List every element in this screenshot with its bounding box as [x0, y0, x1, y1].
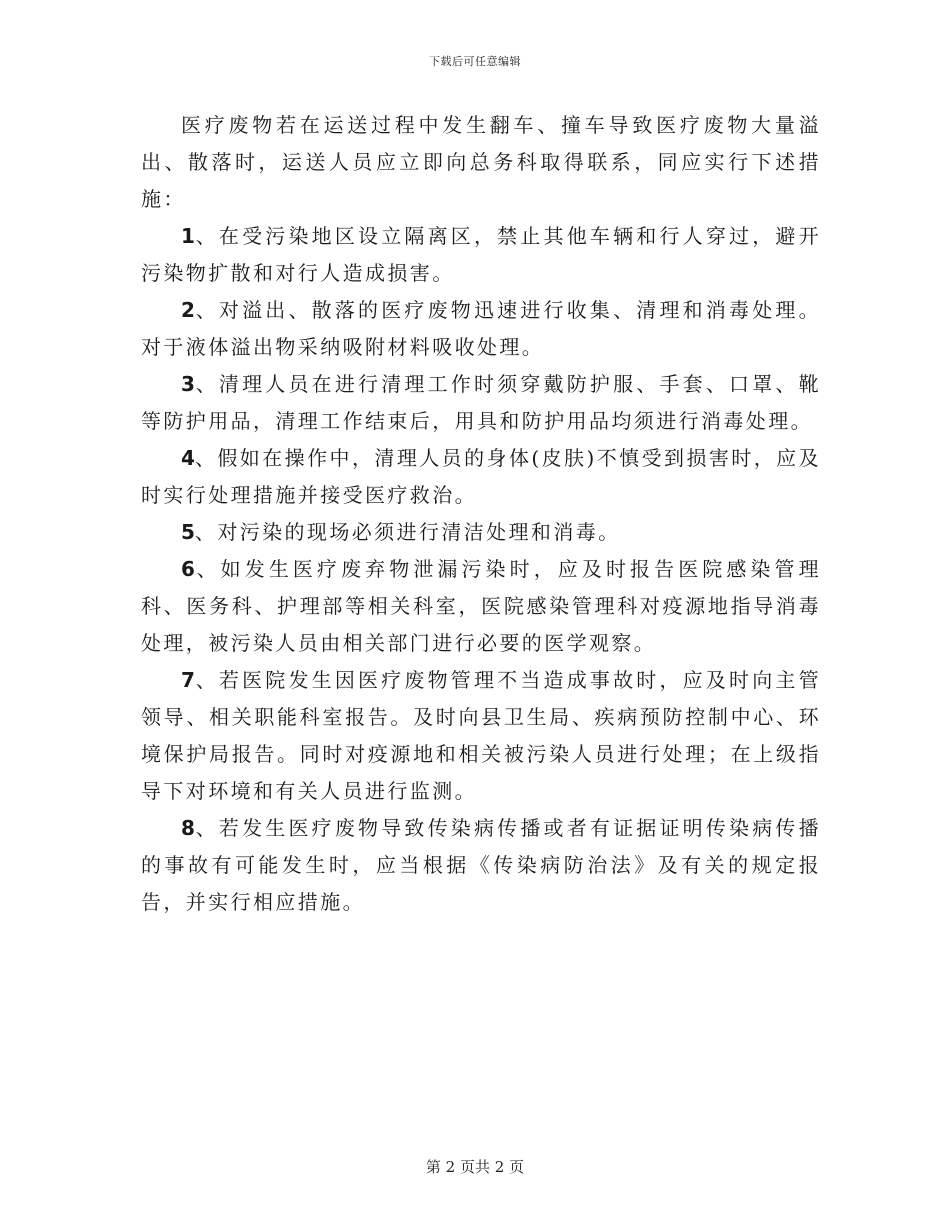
item-number: 3	[181, 372, 195, 396]
document-body	[141, 107, 821, 921]
item-number: 7	[181, 668, 195, 692]
item-number: 6	[181, 557, 195, 581]
page-header: 下载后可任意编辑	[429, 55, 521, 68]
item-number: 4	[181, 446, 195, 470]
measure-item-8	[141, 810, 821, 921]
measure-item-6	[141, 551, 821, 662]
measure-item-3	[141, 366, 821, 440]
measure-item-7	[141, 662, 821, 810]
page-footer: 第 2 页共 2 页	[425, 1158, 525, 1176]
item-number: 5	[181, 520, 195, 544]
item-text: 、若发生医疗废物导致传染病传播或者有证据证明传染病传播的事故有可能发生时，应当根据《传染病防治法》及有关的规定报告，并实行相应措施。	[141, 816, 821, 914]
item-text: 、清理人员在进行清理工作时须穿戴防护服、手套、口罩、靴等防护用品，清理工作结束后，用具和防护用品均须进行消毒处理。	[141, 372, 821, 433]
item-text: 、对溢出、散落的医疗废物迅速进行收集、清理和消毒处理。对于液体溢出物采纳吸附材料吸收处理。	[141, 298, 821, 359]
item-number: 1	[181, 224, 195, 248]
measure-item-4	[141, 440, 821, 514]
intro-paragraph: 医疗废物若在运送过程中发生翻车、撞车导致医疗废物大量溢出、散落时，运送人员应立即向总务科取得联系，同应实行下述措施：	[141, 113, 821, 211]
item-text: 、在受污染地区设立隔离区，禁止其他车辆和行人穿过，避开污染物扩散和对行人造成损害。	[141, 224, 821, 285]
measure-item-2	[141, 292, 821, 366]
measure-item-5	[141, 514, 821, 551]
item-text: 、如发生医疗废弃物泄漏污染时，应及时报告医院感染管理科、医务科、护理部等相关科室，医院感染管理科对疫源地指导消毒处理，被污染人员由相关部门进行必要的医学观察。	[141, 557, 821, 655]
measure-item-1	[141, 218, 821, 292]
item-text: 、对污染的现场必须进行清洁处理和消毒。	[194, 520, 621, 544]
item-text: 、假如在操作中，清理人员的身体(皮肤)不慎受到损害时，应及时实行处理措施并接受医疗救治。	[141, 446, 821, 507]
item-text: 、若医院发生因医疗废物管理不当造成事故时，应及时向主管领导、相关职能科室报告。及时向县卫生局、疾病预防控制中心、环境保护局报告。同时对疫源地和相关被污染人员进行处理；在上级指导下对环境和有关人员进行监测。	[141, 668, 821, 803]
item-number: 8	[181, 816, 195, 840]
item-number: 2	[181, 298, 195, 322]
